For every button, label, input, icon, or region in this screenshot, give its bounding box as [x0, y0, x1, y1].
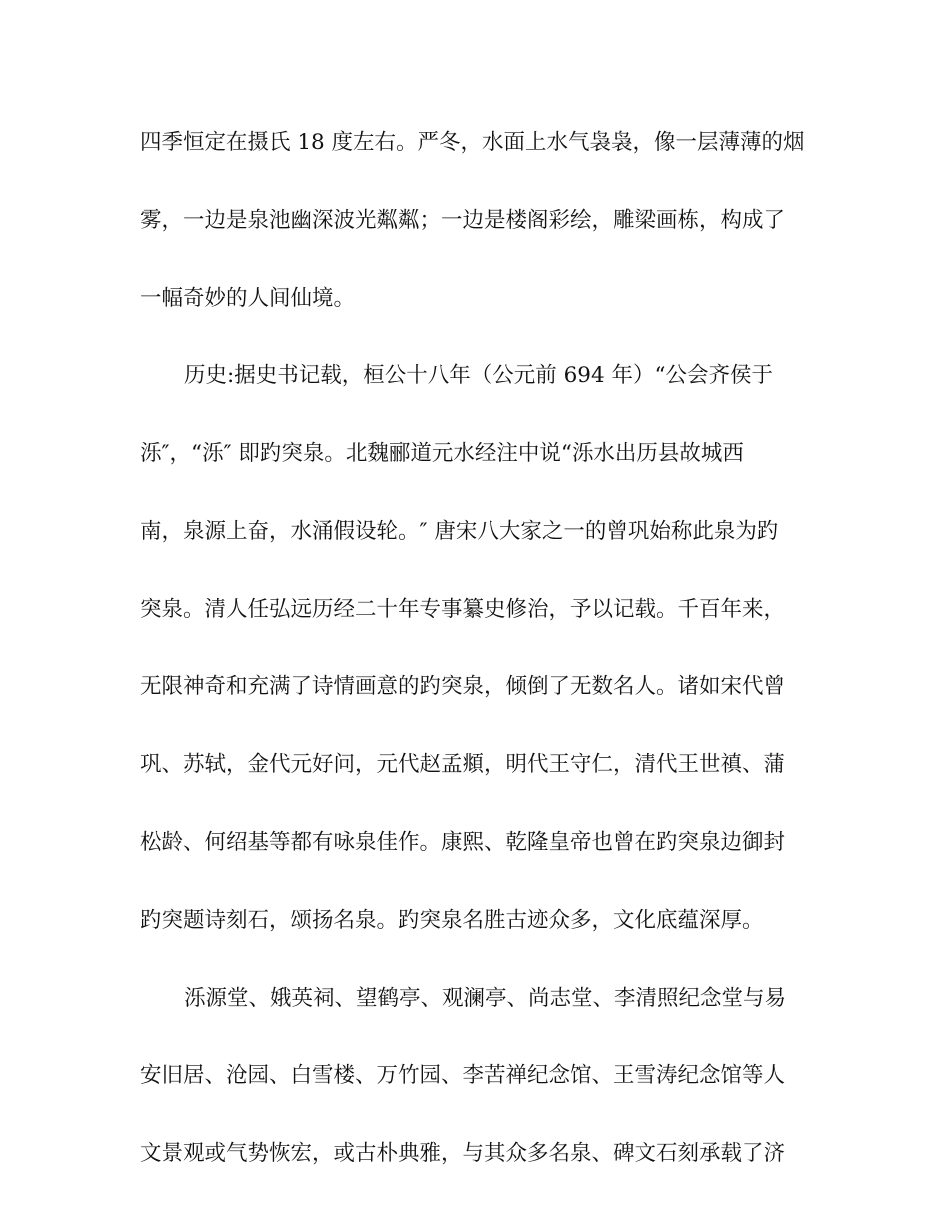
text-line: 松龄、何绍基等都有咏泉佳作。康熙、乾隆皇帝也曾在趵突泉边御封	[140, 830, 786, 856]
line-spacer	[140, 1018, 820, 1057]
line-spacer	[140, 1096, 820, 1135]
text-line: 四季恒定在摄氏 18 度左右。严冬，水面上水气袅袅，像一层薄薄的烟	[140, 130, 805, 155]
line-spacer	[140, 552, 820, 591]
text-line: 突泉。清人任弘远历经二十年专事纂史修治，予以记载。千百年来，	[140, 596, 786, 622]
text-line: 历史:据史书记载，桓公十八年（公元前 694 年）“公会齐侯于	[184, 363, 773, 389]
line-spacer	[140, 241, 820, 280]
line-spacer	[140, 163, 820, 202]
text-line: 巩、苏轼，金代元好问，元代赵孟頫，明代王守仁，清代王世禛、蒲	[140, 752, 786, 778]
text-line: 无限神奇和充满了诗情画意的趵突泉，倾倒了无数名人。诸如宋代曾	[140, 674, 786, 700]
text-line: 泺″，“泺″ 即趵突泉。北魏郦道元水经注中说“泺水出历县故城西	[140, 441, 744, 467]
text-line: 文景观或气势恢宏，或古朴典雅，与其众多名泉、碑文石刻承载了济	[140, 1141, 786, 1167]
line-spacer	[140, 863, 820, 902]
line-spacer	[140, 474, 820, 513]
line-spacer	[140, 785, 820, 824]
text-line: 安旧居、沧园、白雪楼、万竹园、李苦禅纪念馆、王雪涛纪念馆等人	[140, 1063, 786, 1089]
line-spacer	[140, 396, 820, 435]
line-spacer	[140, 630, 820, 669]
text-line: 雾，一边是泉池幽深波光粼粼；一边是楼阁彩绘，雕梁画栋，构成了	[140, 207, 786, 233]
text-line: 趵突题诗刻石，颂扬名泉。趵突泉名胜古迹众多，文化底蕴深厚。	[140, 907, 764, 933]
text-line: 一幅奇妙的人间仙境。	[140, 285, 356, 311]
text-line: 南，泉源上奋，水涌假设轮。″ 唐宋八大家之一的曾巩始称此泉为趵	[140, 518, 779, 544]
body-text	[140, 124, 820, 1174]
text-line: 泺源堂、娥英祠、望鹤亭、观澜亭、尚志堂、李清照纪念堂与易	[184, 985, 787, 1011]
line-spacer	[140, 318, 820, 357]
line-spacer	[140, 707, 820, 746]
line-spacer	[140, 941, 820, 980]
